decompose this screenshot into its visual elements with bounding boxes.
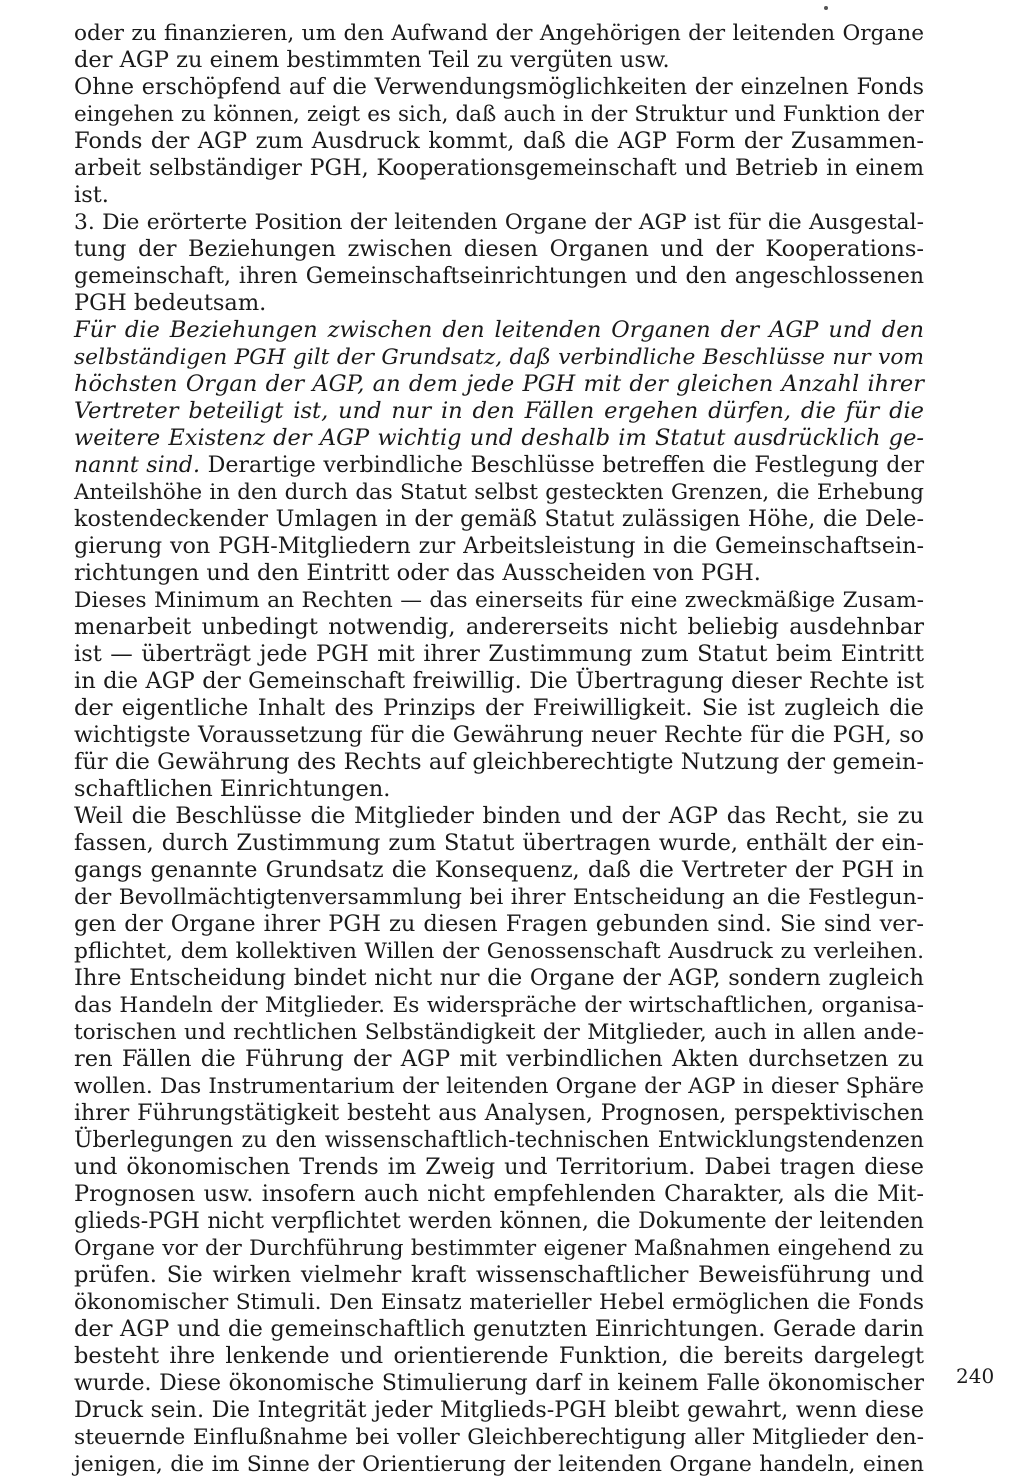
text-line: höchsten Organ der AGP, an dem jede PGH mit der gleichen Anzahl ihrer [74,371,924,397]
text-line: Ohne erschöpfend auf die Verwendungsmöglichkeiten der einzelnen Fonds [74,74,924,100]
text-line: Ihre Entscheidung bindet nicht nur die Organe der AGP, sondern zugleich [74,965,924,991]
text-line: arbeit selbständiger PGH, Kooperationsgemeinschaft und Betrieb in einem [74,155,924,181]
text-line: fassen, durch Zustimmung zum Statut übertragen wurde, enthält der ein- [74,830,924,856]
text-line: ist. [74,182,109,208]
italic-run: nannt sind. [74,452,201,478]
scan-speck [824,6,828,10]
text-line: Vertreter beteiligt ist, und nur in den Fällen ergehen dürfen, die für die [74,398,924,424]
page-number: 240 [956,1364,995,1388]
text-line: Organe vor der Durchführung bestimmter eigener Maßnahmen eingehend zu [74,1236,924,1261]
text-line: gangs genannte Grundsatz die Konsequenz, daß die Vertreter der PGH in [74,857,924,883]
text-line: Weil die Beschlüsse die Mitglieder binden und der AGP das Recht, sie zu [74,803,924,829]
text-line: eingehen zu können, zeigt es sich, daß auch in der Struktur und Funktion der [74,102,924,127]
text-line: schaftlichen Einrichtungen. [74,776,391,802]
text-line: für die Gewährung des Rechts auf gleichberechtigte Nutzung der gemein- [74,749,924,775]
text-line: menarbeit unbedingt notwendig, andererseits nicht beliebig ausdehnbar [74,614,924,640]
text-line: kostendeckender Umlagen in der gemäß Statut zulässigen Höhe, die Dele- [74,506,924,532]
text-line: wurde. Diese ökonomische Stimulierung darf in keinem Falle ökonomischer [74,1371,924,1396]
text-line: jenigen, die im Sinne der Orientierung der leitenden Organe handeln, einen [74,1452,924,1477]
text-line: der eigentliche Inhalt des Prinzips der Freiwilligkeit. Sie ist zugleich die [74,695,924,721]
text-line: Fonds der AGP zum Ausdruck kommt, daß die AGP Form der Zusammen- [74,128,924,154]
body-text [74,20,924,1478]
text-line: ihrer Führungstätigkeit besteht aus Analysen, Prognosen, perspektivischen [74,1101,924,1126]
text-line: tung der Beziehungen zwischen diesen Organen und der Kooperations- [74,236,924,262]
text-line: in die AGP der Gemeinschaft freiwillig. Die Übertragung dieser Rechte ist [74,668,924,694]
text-line: wichtigste Voraussetzung für die Gewährung neuer Rechte für die PGH, so [74,722,924,748]
text-line: ist — überträgt jede PGH mit ihrer Zustimmung zum Statut beim Eintritt [74,641,924,667]
text-line: richtungen und den Eintritt oder das Ausscheiden von PGH. [74,560,761,586]
text-line: der Bevollmächtigtenversammlung bei ihrer Entscheidung an die Festlegun- [74,885,924,910]
text-line: selbständigen PGH gilt der Grundsatz, daß verbindliche Beschlüsse nur vom [74,345,924,370]
text-line: 3. Die erörterte Position der leitenden Organe der AGP ist für die Ausgestal- [74,210,924,235]
text-line [74,452,924,479]
text-line: Dieses Minimum an Rechten — das einerseits für eine zweckmäßige Zusam- [74,588,924,613]
text-line: wollen. Das Instrumentarium der leitenden Organe der AGP in dieser Sphäre [74,1074,924,1099]
text-line: besteht ihre lenkende und orientierende Funktion, die bereits dargelegt [74,1343,924,1369]
normal-run: Derartige verbindliche Beschlüsse betreffen die Festlegung der [200,452,924,478]
text-line: gemeinschaft, ihren Gemeinschaftseinrichtungen und den angeschlossenen [74,264,924,289]
text-line: weitere Existenz der AGP wichtig und deshalb im Statut ausdrücklich ge- [74,425,924,451]
text-line: gen der Organe ihrer PGH zu diesen Fragen gebunden sind. Sie sind ver- [74,911,924,937]
text-line: der AGP und die gemeinschaftlich genutzten Einrichtungen. Gerade darin [74,1316,924,1342]
text-line: oder zu finanzieren, um den Aufwand der Angehörigen der leitenden Organe [74,21,924,46]
text-line: pflichtet, dem kollektiven Willen der Genossenschaft Ausdruck zu verleihen. [74,939,924,964]
text-line: Anteilshöhe in den durch das Statut selbst gesteckten Grenzen, die Erhebung [74,480,924,505]
text-line: prüfen. Sie wirken vielmehr kraft wissenschaftlicher Beweisführung und [74,1262,924,1288]
text-line: Für die Beziehungen zwischen den leitenden Organen der AGP und den [74,317,924,343]
text-line: torischen und rechtlichen Selbständigkeit der Mitglieder, auch in allen ande- [74,1020,924,1045]
text-line: ren Fällen die Führung der AGP mit verbindlichen Akten durchsetzen zu [74,1046,924,1072]
text-line: PGH bedeutsam. [74,290,267,316]
text-line: der AGP zu einem bestimmten Teil zu vergüten usw. [74,47,670,73]
text-line: Überlegungen zu den wissenschaftlich-technischen Entwicklungstendenzen [74,1128,924,1153]
text-line: und ökonomischen Trends im Zweig und Territorium. Dabei tragen diese [74,1154,924,1180]
text-line: gierung von PGH-Mitgliedern zur Arbeitsleistung in die Gemeinschaftsein- [74,533,924,559]
text-line: Druck sein. Die Integrität jeder Mitglieds-PGH bleibt gewahrt, wenn diese [74,1397,924,1423]
text-line: glieds-PGH nicht verpflichtet werden können, die Dokumente der leitenden [74,1209,924,1234]
text-line: das Handeln der Mitglieder. Es widerspräche der wirtschaftlichen, organisa- [74,993,924,1018]
text-line: ökonomischer Stimuli. Den Einsatz materieller Hebel ermöglichen die Fonds [74,1290,924,1315]
text-line: Prognosen usw. insofern auch nicht empfehlenden Charakter, als die Mit- [74,1181,924,1207]
text-line: steuernde Einflußnahme bei voller Gleichberechtigung aller Mitglieder den- [74,1425,924,1450]
